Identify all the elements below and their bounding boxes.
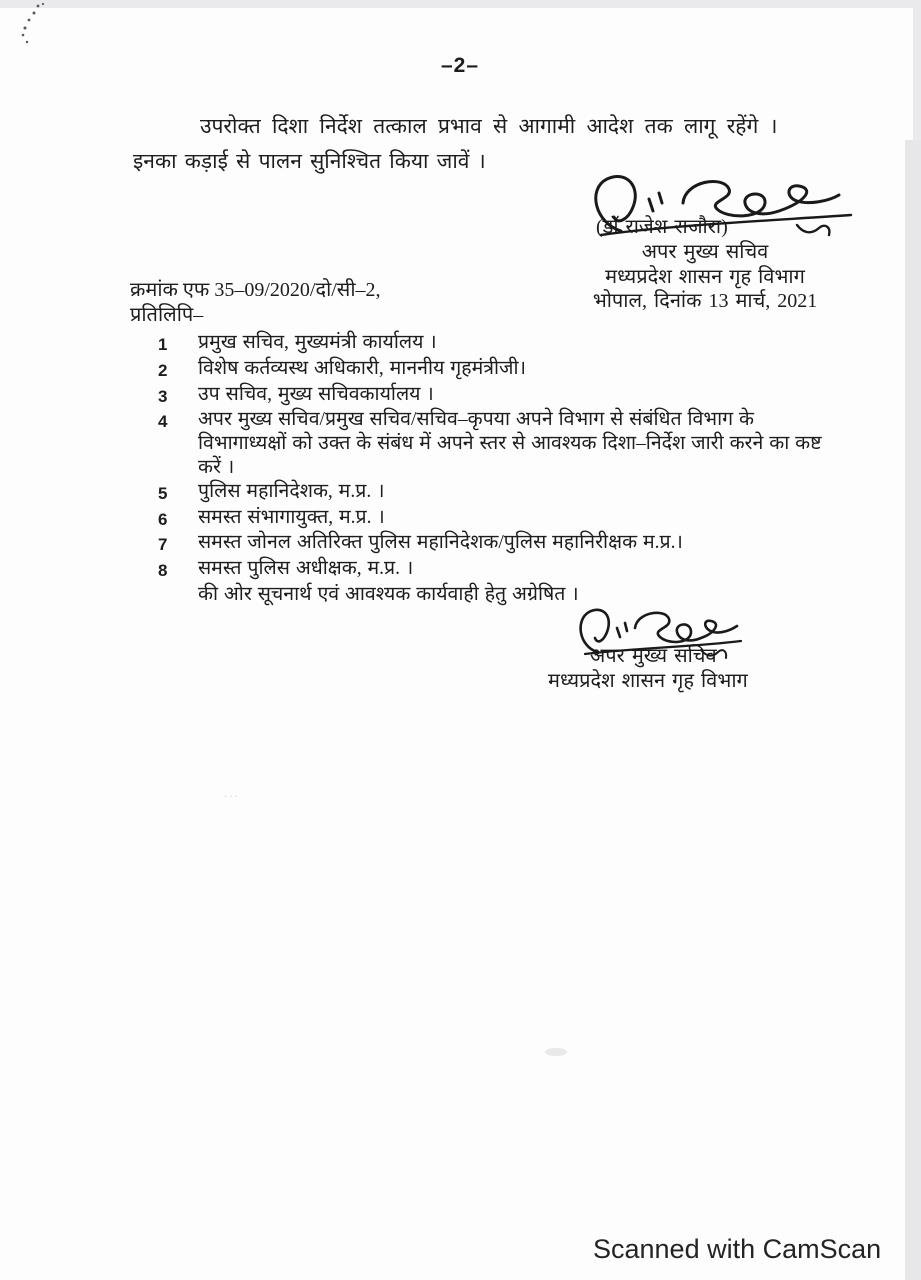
- camscanner-watermark: Scanned with CamScan: [593, 1234, 882, 1264]
- reference-number: क्रमांक एफ 35–09/2020/दो/सी–2,: [130, 279, 381, 301]
- list-item-text: विशेष कर्तव्यस्थ अधिकारी, माननीय गृहमंत्रीजी।: [198, 357, 526, 379]
- signatory-name: (डॉ राजेश राजौरा): [596, 216, 728, 238]
- pen-mark-dots: [16, 2, 50, 46]
- list-item: [158, 357, 848, 383]
- scan-edge-top: [0, 0, 921, 8]
- list-item-number: 4: [158, 412, 168, 432]
- list-item: [158, 408, 848, 479]
- list-item: [158, 331, 848, 357]
- signature-block-top: [540, 240, 870, 314]
- list-item-number: 5: [158, 483, 168, 503]
- list-item: [158, 531, 848, 557]
- list-item-number: 2: [158, 360, 168, 380]
- list-item-text: पुलिस महानिदेशक, म.प्र. ।: [198, 480, 385, 502]
- list-item: [158, 383, 848, 409]
- list-item-number: 1: [158, 335, 168, 354]
- distribution-closing-line: की ओर सूचनार्थ एवं आवश्यक कार्यवाही हेतु अग्रेषित ।: [198, 583, 579, 605]
- list-item-number: 3: [158, 386, 168, 406]
- signatory-department: मध्यप्रदेश शासन गृह विभाग: [605, 265, 805, 288]
- scan-edge-right-top: [913, 0, 921, 148]
- list-item-text: उप सचिव, मुख्य सचिवकार्यालय ।: [198, 383, 434, 405]
- signatory-designation-bottom: अपर मुख्य सचिव: [590, 645, 717, 667]
- list-item: [158, 506, 848, 532]
- page-number: –2–: [440, 54, 480, 77]
- reference-block: [130, 278, 550, 328]
- list-item-number: 7: [158, 535, 168, 555]
- body-paragraph-line-1: उपरोक्त दिशा निर्देश तत्काल प्रभाव से आगामी आदेश तक लागू रहेंगे ।: [200, 114, 778, 138]
- copy-heading: प्रतिलिपि–: [130, 304, 204, 326]
- letter-place-date: भोपाल, दिनांक 13 मार्च, 2021: [592, 290, 818, 312]
- signature-2-scrawl-icon: [573, 606, 751, 668]
- signatory-designation: अपर मुख्य सचिव: [641, 241, 769, 263]
- list-item-number: 8: [158, 561, 168, 581]
- distribution-list: [158, 331, 848, 607]
- list-item-text: प्रमुख सचिव, मुख्यमंत्री कार्यालय ।: [198, 332, 437, 353]
- list-item-text: समस्त संभागायुक्त, म.प्र. ।: [198, 506, 385, 528]
- list-item: [158, 557, 848, 583]
- list-item: [158, 480, 848, 506]
- scan-artifact-smudge: [545, 1048, 567, 1056]
- scan-artifact-dots: ···: [224, 792, 240, 803]
- list-item-text: अपर मुख्य सचिव/प्रमुख सचिव/सचिव–कृपया अपने विभाग से संबंधित विभाग के विभागाध्यक्षों को उक्त के संबंध में अपने स्तर से आवश्यक दिशा–निर्देश जारी करने का कष्ट करें ।: [198, 409, 822, 478]
- scan-edge-right: [905, 140, 921, 1280]
- list-item-text: समस्त जोनल अतिरिक्त पुलिस महानिदेशक/पुलिस महानिरीक्षक म.प्र.।: [198, 532, 683, 554]
- list-item-number: 6: [158, 509, 168, 529]
- signature-1-scrawl-icon: [583, 173, 871, 249]
- signatory-department-bottom: मध्यप्रदेश शासन गृह विभाग: [548, 670, 748, 692]
- body-paragraph-line-2: इनका कड़ाई से पालन सुनिश्चित किया जावें ।: [133, 149, 486, 173]
- list-item-text: समस्त पुलिस अधीक्षक, म.प्र. ।: [198, 558, 414, 580]
